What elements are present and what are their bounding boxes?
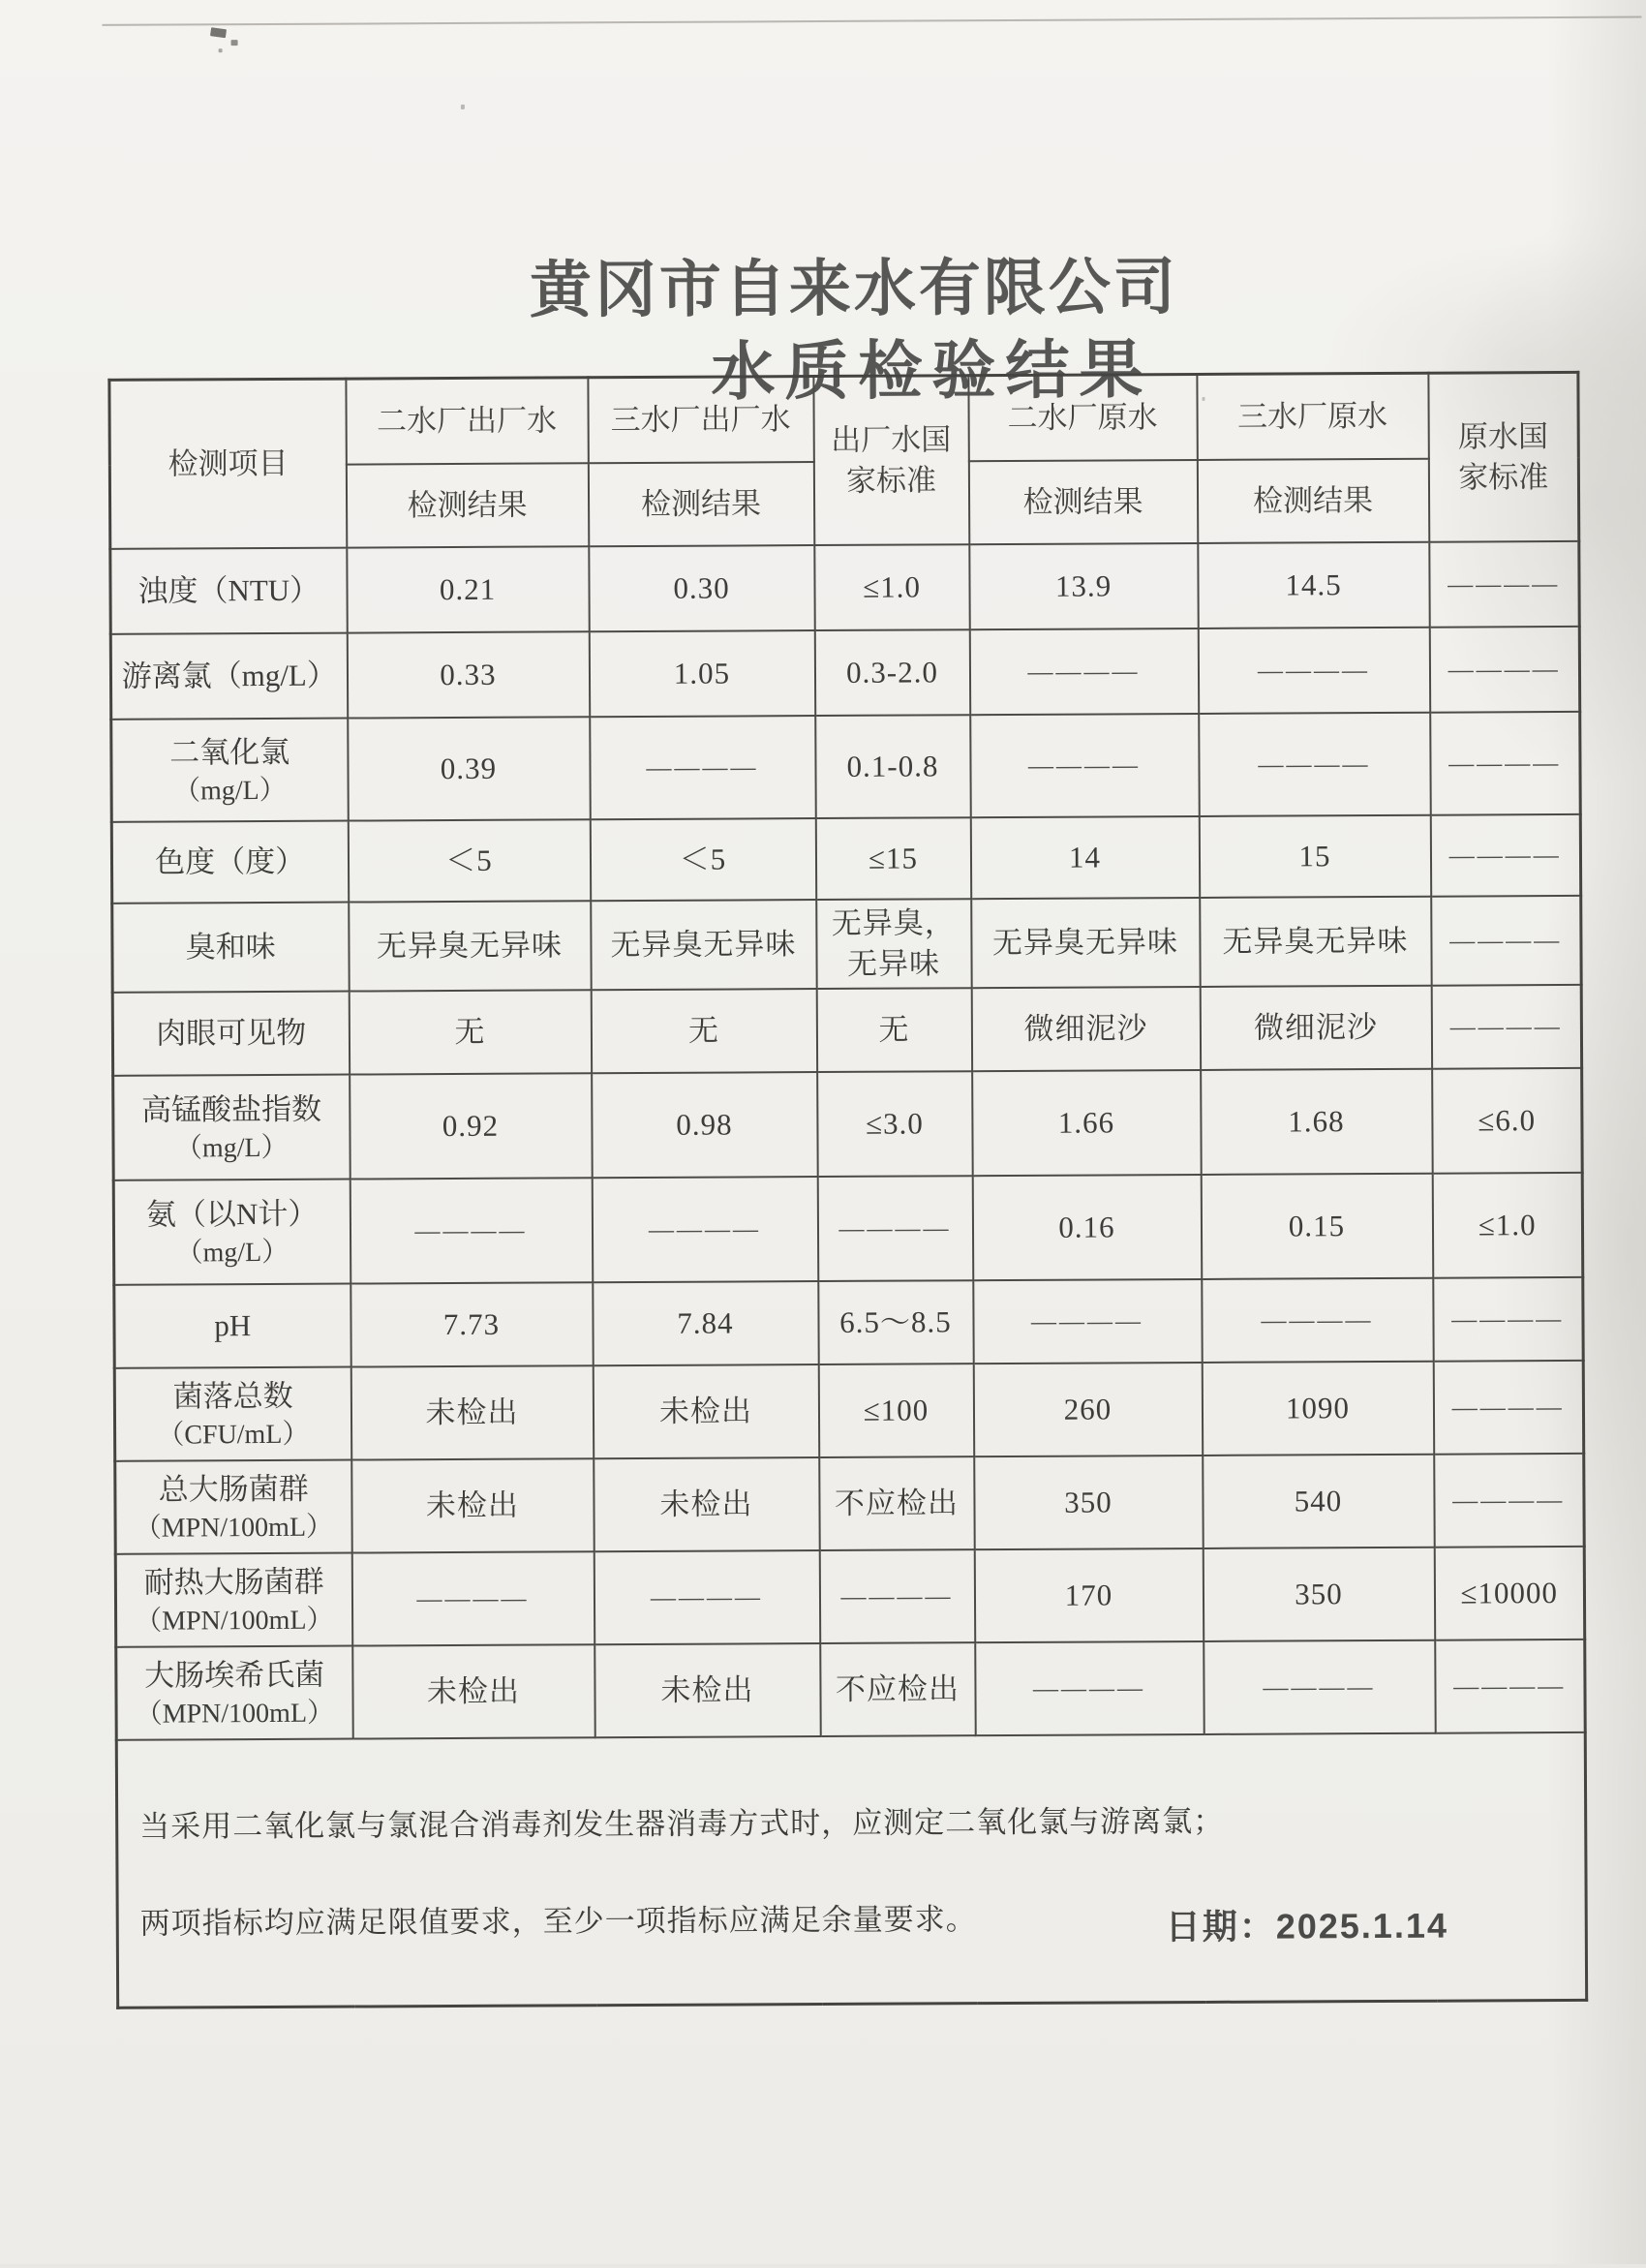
header-result-plant3-outlet: 检测结果 [588,462,813,546]
result-cell: 微细泥沙 [971,986,1200,1070]
result-cell: 1.05 [589,630,814,717]
result-cell: ———— [350,1178,593,1283]
param-cell [115,1552,351,1646]
result-cell: 未检出 [352,1644,594,1738]
standard-cell: 0.3-2.0 [814,629,969,716]
param-cell [113,1179,351,1284]
param-unit: （CFU/mL） [157,1419,310,1451]
report-title: 水质检验结果 [711,333,1153,408]
result-cell: 260 [973,1362,1202,1456]
table-row-color [111,813,1580,903]
result-cell: 0.16 [972,1174,1202,1279]
standard-cell: 无异臭， 无异味 [816,899,971,989]
standard-cell: ≤1.0 [814,544,969,630]
result-cell: ＜5 [348,819,590,902]
param-cell: 臭和味 [112,902,349,992]
result-cell: ———— [594,1550,819,1644]
standard-cell: ———— [1430,711,1581,814]
header-raw-standard: 原水国 家标准 [1428,372,1579,541]
header-outlet-standard: 出厂水国 家标准 [813,376,969,545]
param-label: 二氧化氯 [169,734,290,770]
scan-artifact-line [102,16,1641,26]
standard-cell: ———— [819,1549,975,1643]
result-cell: 0.98 [592,1072,818,1178]
param-cell [114,1366,351,1460]
table-row-free-chlorine [110,626,1579,719]
result-cell: 350 [974,1455,1203,1548]
param-label: 大肠埃希氏菌 [144,1657,325,1693]
table-row-chlorine-dioxide [111,711,1581,821]
param-unit: （mg/L） [174,1132,289,1164]
result-cell: 0.21 [347,546,589,632]
param-unit: （MPN/100mL） [135,1698,335,1730]
result-cell: 13.9 [969,542,1198,628]
param-label: 总大肠菌群 [158,1471,309,1507]
result-cell: 1090 [1202,1361,1433,1455]
standard-cell: ———— [1434,1453,1585,1547]
result-cell: 0.92 [350,1073,593,1179]
result-cell: 170 [974,1548,1203,1641]
table-row-total-coliform [115,1453,1584,1553]
param-cell: 游离氯（mg/L） [110,632,347,719]
table-row-colony-count [114,1360,1583,1460]
result-cell: 14.5 [1198,541,1429,628]
table-note-row [116,1732,1586,2007]
param-unit: （mg/L） [172,775,287,807]
header-plant3-raw: 三水厂原水 [1197,373,1428,459]
company-title: 黄冈市自来水有限公司 [529,252,1179,325]
table-row-ecoli [116,1639,1585,1739]
result-cell: ———— [970,713,1200,816]
standard-cell: 0.1-0.8 [815,715,971,818]
result-cell: 0.33 [347,631,589,718]
param-cell [115,1459,351,1553]
param-label: 氨（以N计） [145,1196,319,1232]
standard-cell: ———— [1435,1639,1586,1732]
param-unit: （MPN/100mL） [134,1512,334,1544]
note-cell [116,1732,1586,2007]
param-cell [116,1645,352,1739]
result-cell: 未检出 [351,1458,594,1552]
result-cell: 1.66 [972,1069,1202,1175]
result-cell: ———— [1199,712,1431,815]
table-row-permanganate [113,1067,1583,1180]
standard-cell: ≤100 [818,1364,974,1457]
header-plant2-raw: 二水厂原水 [968,374,1197,460]
result-cell: 7.73 [351,1282,593,1366]
standard-cell: ≤6.0 [1432,1067,1583,1173]
standard-cell: ———— [1433,1276,1583,1361]
standard-cell: ———— [1429,540,1579,627]
standard-cell: ———— [1433,1360,1584,1454]
result-cell: 7.84 [593,1281,818,1365]
result-cell: 1.68 [1201,1068,1433,1174]
table-row-thermotolerant-coliform [115,1546,1584,1646]
note-line-1: 当采用二氧化氯与氯混合消毒剂发生器消毒方式时，应测定二氧化氯与游离氯； [139,1803,1225,1844]
result-cell: ———— [973,1278,1202,1363]
standard-cell: 不应检出 [820,1642,976,1736]
standard-cell: ———— [1431,984,1581,1068]
result-cell: 14 [970,815,1199,898]
standard-cell: ≤10000 [1434,1546,1585,1640]
result-cell: 微细泥沙 [1200,985,1431,1069]
result-cell: 无 [349,990,591,1074]
scan-artifact-speck [461,105,465,109]
result-cell: ———— [969,628,1198,714]
table-row-ammonia [113,1172,1583,1284]
result-cell: 未检出 [593,1364,818,1458]
param-cell [113,1074,351,1180]
header-result-plant2-raw: 检测结果 [968,459,1197,543]
result-cell: 0.30 [589,545,814,631]
result-cell: 350 [1203,1547,1434,1640]
note-line-2: 两项指标均应满足限值要求，至少一项指标应满足余量要求。 [139,1901,977,1941]
header-plant2-outlet: 二水厂出厂水 [346,378,588,464]
standard-cell: ———— [1430,813,1580,896]
result-cell: 0.39 [348,717,591,820]
scan-artifact-speck [231,40,238,46]
result-cell: 未检出 [594,1457,819,1551]
standard-cell: ———— [817,1176,973,1281]
header-item: 检测项目 [109,379,347,548]
result-cell: 未检出 [351,1365,593,1459]
result-cell: 无 [591,989,816,1073]
table-row-ph [114,1276,1583,1367]
param-label: 耐热大肠菌群 [143,1564,324,1600]
standard-cell: ≤3.0 [817,1071,973,1177]
param-label: 高锰酸盐指数 [140,1091,322,1127]
result-cell: ———— [975,1640,1204,1734]
result-cell: ＜5 [590,818,815,901]
param-cell: 色度（度） [111,820,348,903]
param-label: 菌落总数 [172,1378,293,1414]
scan-artifact-speck [210,27,227,38]
result-cell: ———— [1204,1640,1435,1733]
header-plant3-outlet: 三水厂出厂水 [588,377,813,463]
result-cell: ———— [1198,627,1429,713]
standard-cell: 不应检出 [819,1456,975,1550]
standard-cell: ≤1.0 [1432,1172,1583,1277]
param-cell [111,718,349,821]
result-cell: 15 [1199,814,1430,897]
result-cell: 无异臭无异味 [971,897,1200,987]
result-cell: 未检出 [594,1643,820,1737]
result-cell: 0.15 [1201,1173,1433,1278]
report-date: 日期：2025.1.14 [1165,1905,1449,1947]
standard-cell: 6.5～8.5 [818,1280,973,1364]
param-cell: 肉眼可见物 [112,991,349,1075]
header-result-plant3-raw: 检测结果 [1197,458,1428,542]
standard-cell: ———— [1429,626,1579,712]
standard-cell: ———— [1431,895,1581,985]
standard-cell: 无 [816,988,971,1072]
param-unit: （mg/L） [175,1237,290,1269]
result-cell: 无异臭无异味 [591,900,816,990]
result-cell: 540 [1203,1454,1434,1548]
result-cell: 无异臭无异味 [349,901,591,991]
result-cell: 无异臭无异味 [1200,896,1431,986]
result-cell: ———— [590,716,816,819]
scan-artifact-speck [219,48,223,52]
result-cell: ———— [592,1177,818,1282]
header-result-plant2-outlet: 检测结果 [346,463,588,547]
result-cell: ———— [1202,1277,1433,1362]
table-row-odor-taste [112,895,1581,992]
water-quality-table [107,371,1588,2008]
result-cell: ———— [351,1551,594,1645]
table-row-visible-matter [112,984,1581,1075]
param-cell: 浊度（NTU） [110,547,347,633]
table-row-turbidity [110,540,1579,633]
standard-cell: ≤15 [815,817,970,900]
param-cell: pH [114,1283,351,1367]
param-unit: （MPN/100mL） [135,1605,334,1637]
